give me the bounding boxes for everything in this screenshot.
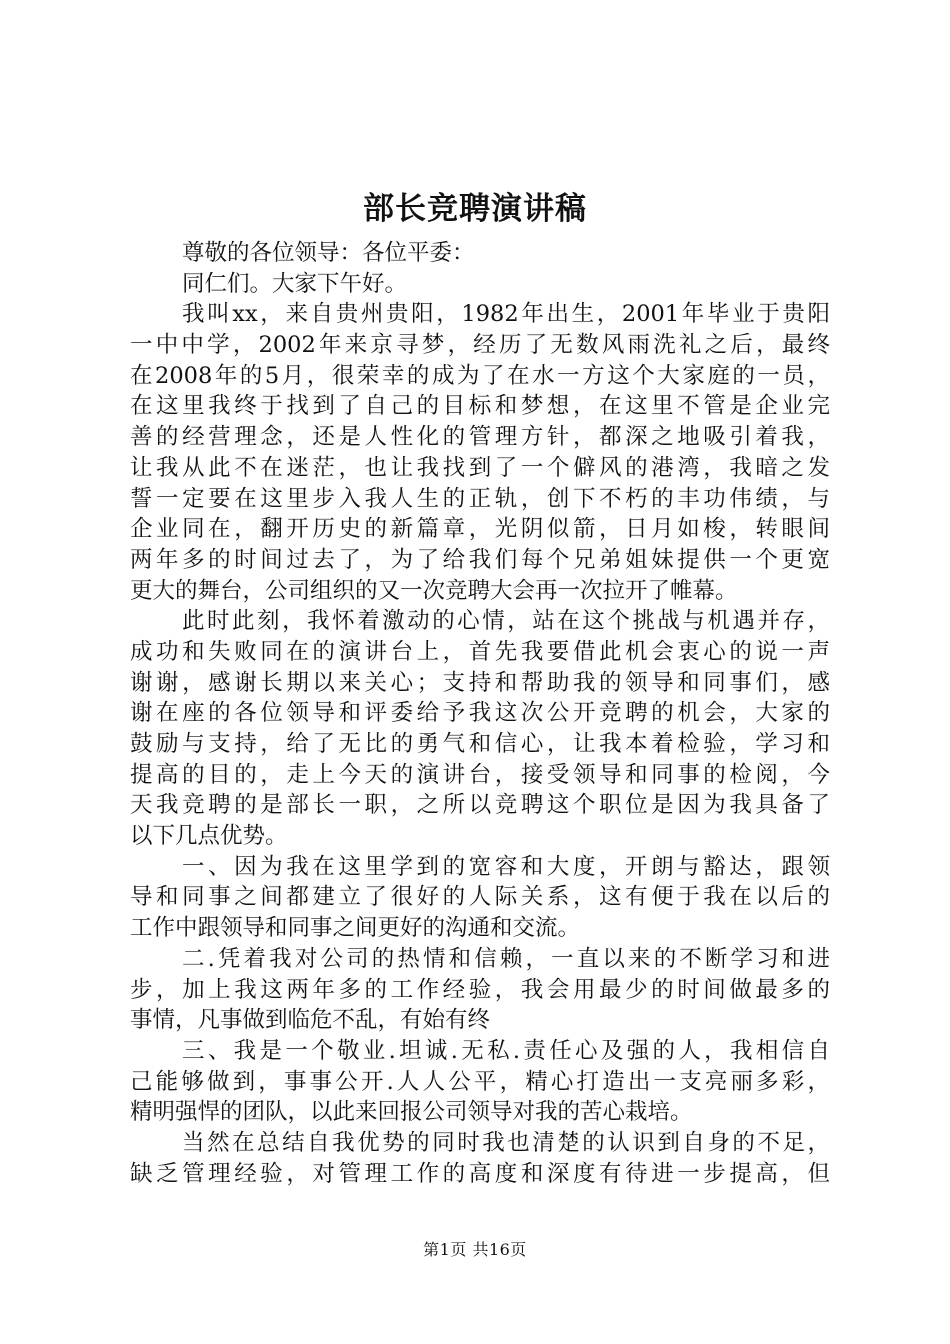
document-body (130, 238, 830, 1189)
text-line: 尊敬的各位领导：各位平委： (182, 240, 475, 266)
text-line: 鼓励与支持，给了无比的勇气和信心，让我本着检验，学习和 (130, 731, 830, 757)
text-line: 天我竞聘的是部长一职，之所以竞聘这个职位是因为我具备了 (130, 792, 830, 819)
document-title: 部长竞聘演讲稿 (363, 191, 587, 227)
text-line: 一、因为我在这里学到的宽容和大度，开朗与豁达，跟领 (182, 853, 830, 880)
text-line: 善的经营理念，还是人性化的管理方针，都深之地吸引着我， (130, 424, 830, 451)
text-line: 以下几点优势。 (130, 823, 288, 850)
text-line: 我叫xx，来自贵州贵阳，1982年出生，2001年毕业于贵阳 (182, 301, 830, 328)
text-line: 让我从此不在迷茫，也让我找到了一个僻风的港湾，我暗之发 (130, 454, 830, 481)
text-line: 二.凭着我对公司的热情和信赖，一直以来的不断学习和进 (182, 945, 830, 972)
text-line: 提高的目的，走上今天的演讲台，接受领导和同事的检阅，今 (130, 761, 830, 788)
text-line: 此时此刻，我怀着激动的心情，站在这个挑战与机遇并存， (182, 608, 830, 635)
text-line: 事情，凡事做到临危不乱，有始有终 (130, 1007, 491, 1034)
page-footer: 第1页 共16页 (423, 1240, 527, 1259)
text-line: 在2008年的5月，很荣幸的成为了在水一方这个大家庭的一员， (130, 362, 830, 389)
text-line: 己能够做到，事事公开.人人公平，精心打造出一支亮丽多彩， (130, 1068, 830, 1095)
text-line: 两年多的时间过去了，为了给我们每个兄弟姐妹提供一个更宽 (130, 546, 830, 573)
text-line: 步，加上我这两年多的工作经验，我会用最少的时间做最多的 (130, 976, 830, 1003)
text-line: 一中中学，2002年来京寻梦，经历了无数风雨洗礼之后，最终 (130, 332, 830, 359)
text-line: 谢谢，感谢长期以来关心；支持和帮助我的领导和同事们，感 (130, 669, 830, 696)
text-line: 在这里我终于找到了自己的目标和梦想，在这里不管是企业完 (130, 393, 830, 420)
text-line: 誓一定要在这里步入我人生的正轨，创下不朽的丰功伟绩，与 (130, 485, 830, 512)
text-line: 更大的舞台，公司组织的又一次竞聘大会再一次拉开了帷幕。 (130, 577, 738, 604)
text-line: 成功和失败同在的演讲台上，首先我要借此机会衷心的说一声 (130, 638, 830, 665)
text-line: 精明强悍的团队，以此来回报公司领导对我的苦心栽培。 (130, 1099, 693, 1126)
text-line: 工作中跟领导和同事之间更好的沟通和交流。 (130, 915, 581, 942)
text-line: 缺乏管理经验，对管理工作的高度和深度有待进一步提高，但 (130, 1160, 830, 1187)
text-line: 谢在座的各位领导和评委给予我这次公开竞聘的机会，大家的 (130, 700, 830, 727)
text-line: 三、我是一个敬业.坦诚.无私.责任心及强的人，我相信自 (182, 1037, 830, 1064)
text-line: 同仁们。大家下午好。 (182, 270, 408, 297)
text-line: 企业同在，翻开历史的新篇章，光阴似箭，日月如梭，转眼间 (130, 516, 830, 543)
text-line: 导和同事之间都建立了很好的人际关系，这有便于我在以后的 (130, 884, 830, 911)
text-line: 当然在总结自我优势的同时我也清楚的认识到自身的不足， (182, 1129, 830, 1156)
